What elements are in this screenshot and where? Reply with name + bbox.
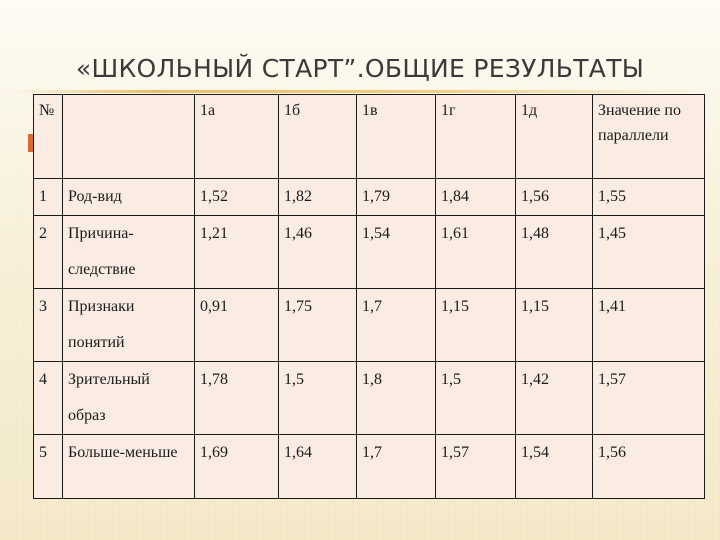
value-cell: 1,79 bbox=[357, 179, 436, 216]
value-cell: 1,56 bbox=[593, 435, 705, 499]
header-cell-label bbox=[63, 95, 195, 179]
value-cell: 1,7 bbox=[357, 435, 436, 499]
value-cell: 1,55 bbox=[593, 179, 705, 216]
value-cell: 1,52 bbox=[195, 179, 279, 216]
value-cell: 1,56 bbox=[516, 179, 593, 216]
value-cell: 1,69 bbox=[195, 435, 279, 499]
header-cell-1g: 1г bbox=[436, 95, 516, 179]
value-cell: 1,57 bbox=[436, 435, 516, 499]
value-cell: 1,5 bbox=[436, 362, 516, 435]
row-number: 1 bbox=[34, 179, 63, 216]
table-row bbox=[34, 216, 705, 289]
value-cell: 1,21 bbox=[195, 216, 279, 289]
row-number: 4 bbox=[34, 362, 63, 435]
row-label: Больше-меньше bbox=[63, 435, 195, 499]
slide-title: «ШКОЛЬНЫЙ СТАРТ”.ОБЩИЕ РЕЗУЛЬТАТЫ bbox=[75, 54, 645, 83]
value-cell: 1,64 bbox=[279, 435, 357, 499]
value-cell: 1,57 bbox=[593, 362, 705, 435]
table-row bbox=[34, 289, 705, 362]
header-cell-1d: 1д bbox=[516, 95, 593, 179]
row-label: Род-вид bbox=[63, 179, 195, 216]
value-cell: 1,54 bbox=[357, 216, 436, 289]
header-cell-parallel: Значение по параллели bbox=[593, 95, 705, 179]
value-cell: 1,48 bbox=[516, 216, 593, 289]
results-table bbox=[33, 94, 705, 499]
header-cell-1b: 1б bbox=[279, 95, 357, 179]
value-cell: 1,61 bbox=[436, 216, 516, 289]
header-cell-number: № bbox=[34, 95, 63, 179]
table-row bbox=[34, 179, 705, 216]
value-cell: 1,15 bbox=[516, 289, 593, 362]
table-row bbox=[34, 435, 705, 499]
value-cell: 0,91 bbox=[195, 289, 279, 362]
value-cell: 1,8 bbox=[357, 362, 436, 435]
row-number: 5 bbox=[34, 435, 63, 499]
value-cell: 1,41 bbox=[593, 289, 705, 362]
value-cell: 1,45 bbox=[593, 216, 705, 289]
row-number: 3 bbox=[34, 289, 63, 362]
row-label: Признаки понятий bbox=[63, 289, 195, 362]
table-row bbox=[34, 362, 705, 435]
value-cell: 1,82 bbox=[279, 179, 357, 216]
value-cell: 1,78 bbox=[195, 362, 279, 435]
value-cell: 1,5 bbox=[279, 362, 357, 435]
title-divider bbox=[12, 90, 712, 93]
value-cell: 1,15 bbox=[436, 289, 516, 362]
row-label: Причина-следствие bbox=[63, 216, 195, 289]
row-number: 2 bbox=[34, 216, 63, 289]
header-cell-1v: 1в bbox=[357, 95, 436, 179]
row-label: Зрительный образ bbox=[63, 362, 195, 435]
value-cell: 1,7 bbox=[357, 289, 436, 362]
value-cell: 1,54 bbox=[516, 435, 593, 499]
value-cell: 1,84 bbox=[436, 179, 516, 216]
header-row bbox=[34, 95, 705, 179]
header-cell-1a: 1а bbox=[195, 95, 279, 179]
value-cell: 1,42 bbox=[516, 362, 593, 435]
value-cell: 1,46 bbox=[279, 216, 357, 289]
value-cell: 1,75 bbox=[279, 289, 357, 362]
